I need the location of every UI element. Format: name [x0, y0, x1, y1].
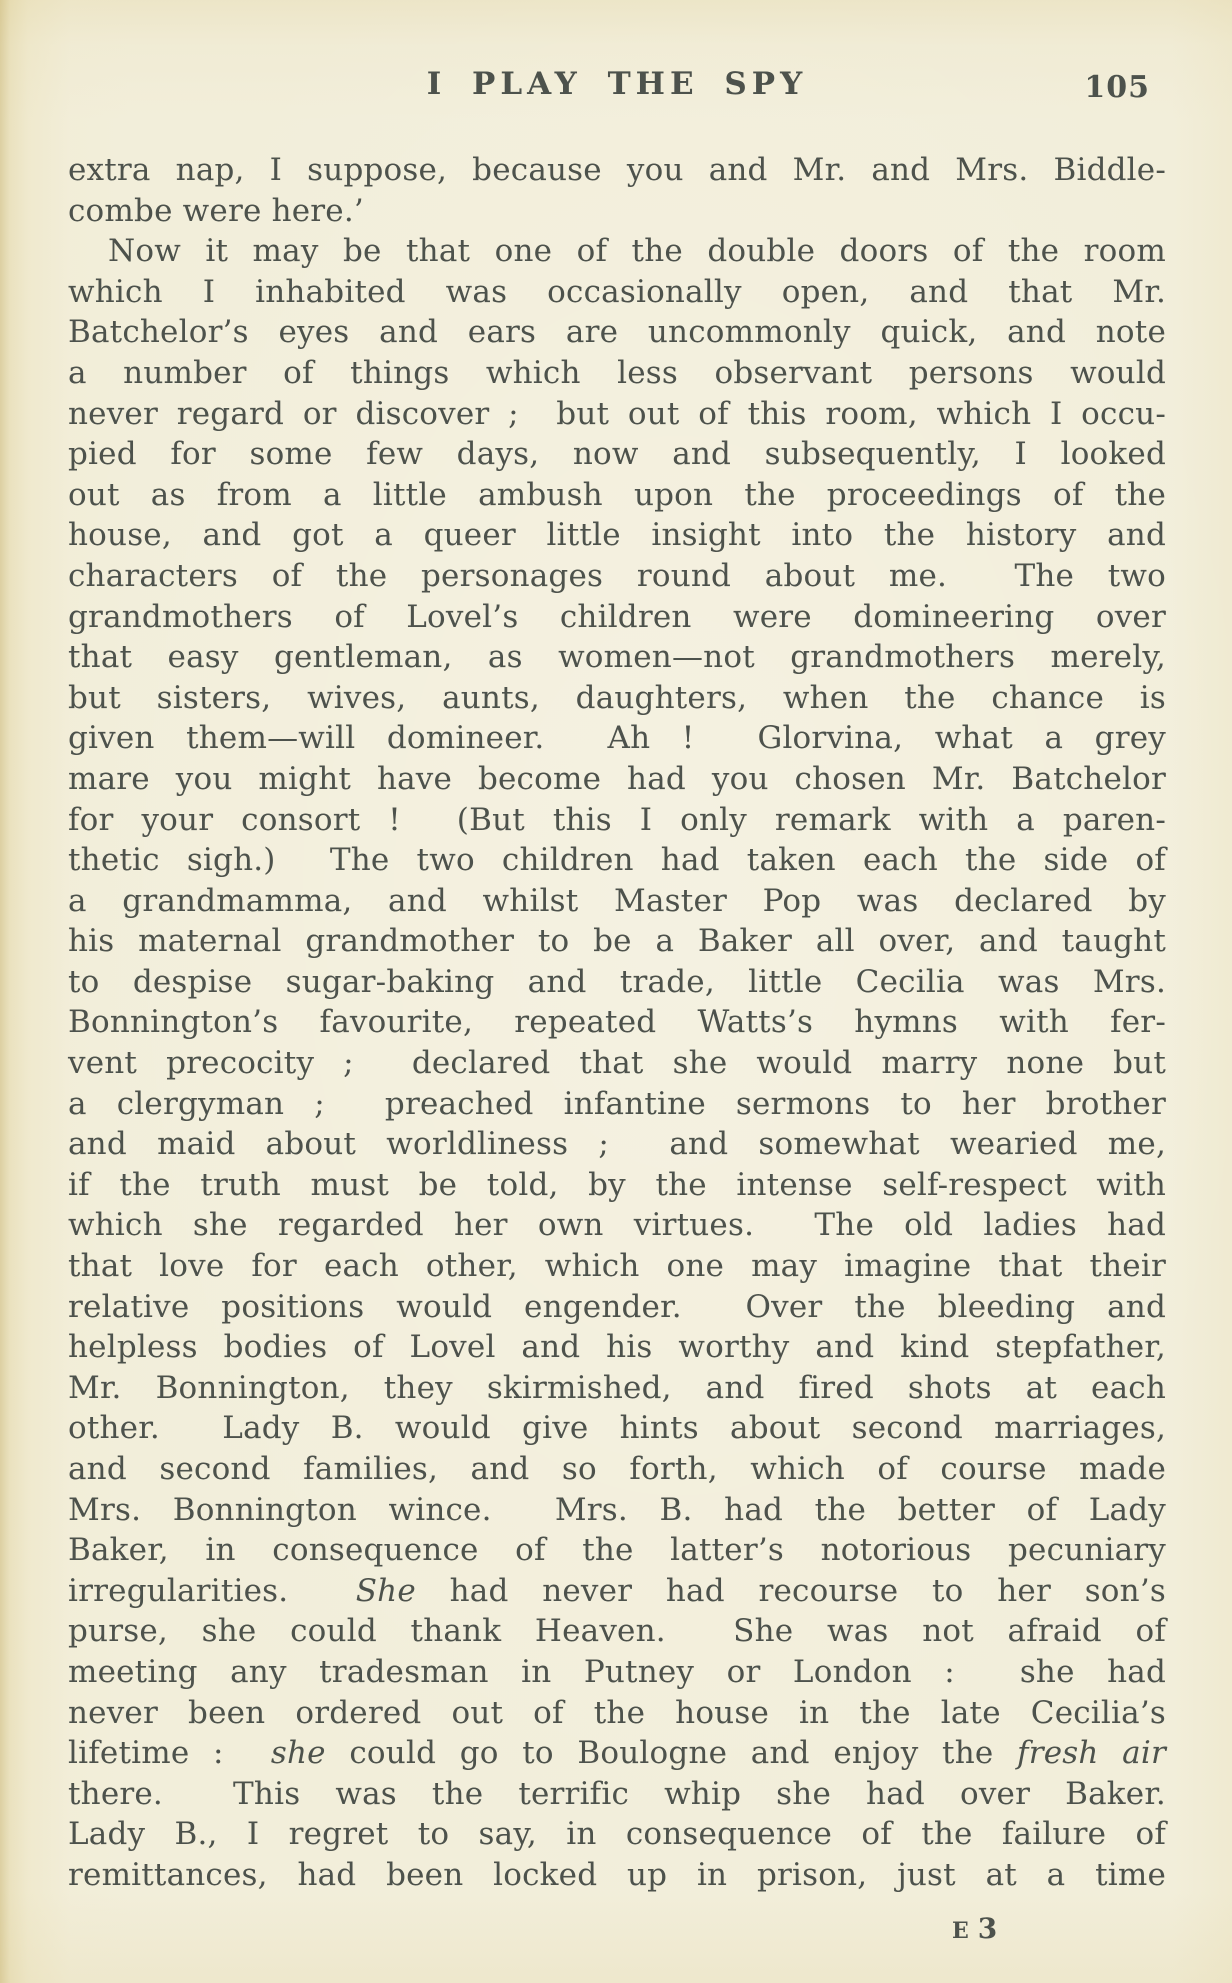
text-line: meeting any tradesman in Putney or London : she had: [68, 1653, 1166, 1690]
text-line: other. Lady B. would give hints about second marriages,: [68, 1410, 1166, 1447]
text-line: out as from a little ambush upon the proceedings of the: [68, 476, 1166, 513]
page-header: [68, 66, 1166, 110]
text-line: and maid about worldliness ; and somewhat wearied me,: [68, 1126, 1166, 1163]
signature-letter: E: [952, 1918, 969, 1944]
text-line: thetic sigh.) The two children had taken each the side of: [68, 842, 1166, 879]
text-line: pied for some few days, now and subsequently, I looked: [68, 436, 1166, 473]
text-line: vent precocity ; declared that she would marry none but: [68, 1045, 1166, 1082]
text-line: grandmothers of Lovel’s children were domineering over: [68, 598, 1166, 635]
text-line: and second families, and so forth, which of course made: [68, 1451, 1166, 1487]
text-line: that easy gentleman, as women—not grandmothers merely,: [68, 639, 1166, 676]
text-line: Bonnington’s favourite, repeated Watts’s hymns with fer-: [68, 1004, 1166, 1041]
text-line: never been ordered out of the house in the late Cecilia’s: [68, 1694, 1166, 1731]
text-line: house, and got a queer little insight into the history and: [68, 517, 1166, 554]
signature-mark: [952, 1912, 997, 1945]
text-line: Mr. Bonnington, they skirmished, and fired shots at each: [68, 1369, 1166, 1406]
signature-number: 3: [977, 1912, 998, 1945]
text-line: helpless bodies of Lovel and his worthy and kind stepfather,: [68, 1329, 1166, 1366]
text-line: a clergyman ; preached infantine sermons to her brother: [68, 1085, 1166, 1122]
text-line: there. This was the terrific whip she had over Baker.: [68, 1775, 1166, 1812]
text-line: which I inhabited was occasionally open, and that Mr.: [68, 273, 1166, 310]
text-line: given them—will domineer. Ah ! Glorvina, what a grey: [68, 720, 1166, 757]
text-line: remittances, had been locked up in prison, just at a time: [68, 1856, 1166, 1893]
text-line: to despise sugar-baking and trade, little Cecilia was Mrs.: [68, 963, 1166, 1000]
text-line: Now it may be that one of the double doors of the room: [108, 233, 1166, 270]
text-line: if the truth must be told, by the intense self-respect with: [68, 1166, 1166, 1203]
body-text: [68, 150, 1166, 1896]
text-line: relative positions would engender. Over the bleeding and: [68, 1288, 1166, 1325]
text-line: extra nap, I suppose, because you and Mr. and Mrs. Biddle-: [68, 152, 1166, 188]
text-line: but sisters, wives, aunts, daughters, when the chance is: [68, 679, 1166, 716]
text-line: never regard or discover ; but out of this room, which I occu-: [68, 395, 1166, 432]
text-line: which she regarded her own virtues. The old ladies had: [68, 1207, 1166, 1244]
text-line: Baker, in consequence of the latter’s notorious pecuniary: [68, 1532, 1166, 1569]
text-line: combe were here.’: [68, 192, 364, 229]
text-line: a grandmamma, and whilst Master Pop was declared by: [68, 882, 1166, 919]
text-line: irregularities. She had never had recourse to her son’s: [68, 1572, 1166, 1609]
text-line: Lady B., I regret to say, in consequence of the failure of: [68, 1816, 1166, 1853]
text-line: purse, she could thank Heaven. She was not afraid of: [68, 1613, 1166, 1650]
text-line: Mrs. Bonnington wince. Mrs. B. had the better of Lady: [68, 1491, 1166, 1528]
text-line: for your consort ! (But this I only remark with a paren-: [68, 801, 1166, 838]
text-line: lifetime : she could go to Boulogne and enjoy the fresh air: [68, 1735, 1167, 1772]
running-title: I PLAY THE SPY: [426, 66, 808, 102]
text-line: Batchelor’s eyes and ears are uncommonly quick, and note: [68, 314, 1166, 351]
text-line: a number of things which less observant persons would: [68, 354, 1166, 391]
text-line: mare you might have become had you chosen Mr. Batchelor: [68, 760, 1166, 797]
page-number: 105: [1084, 70, 1150, 105]
text-line: characters of the personages round about me. The two: [68, 557, 1166, 594]
text-line: that love for each other, which one may imagine that their: [68, 1248, 1166, 1285]
text-line: his maternal grandmother to be a Baker all over, and taught: [68, 923, 1166, 960]
